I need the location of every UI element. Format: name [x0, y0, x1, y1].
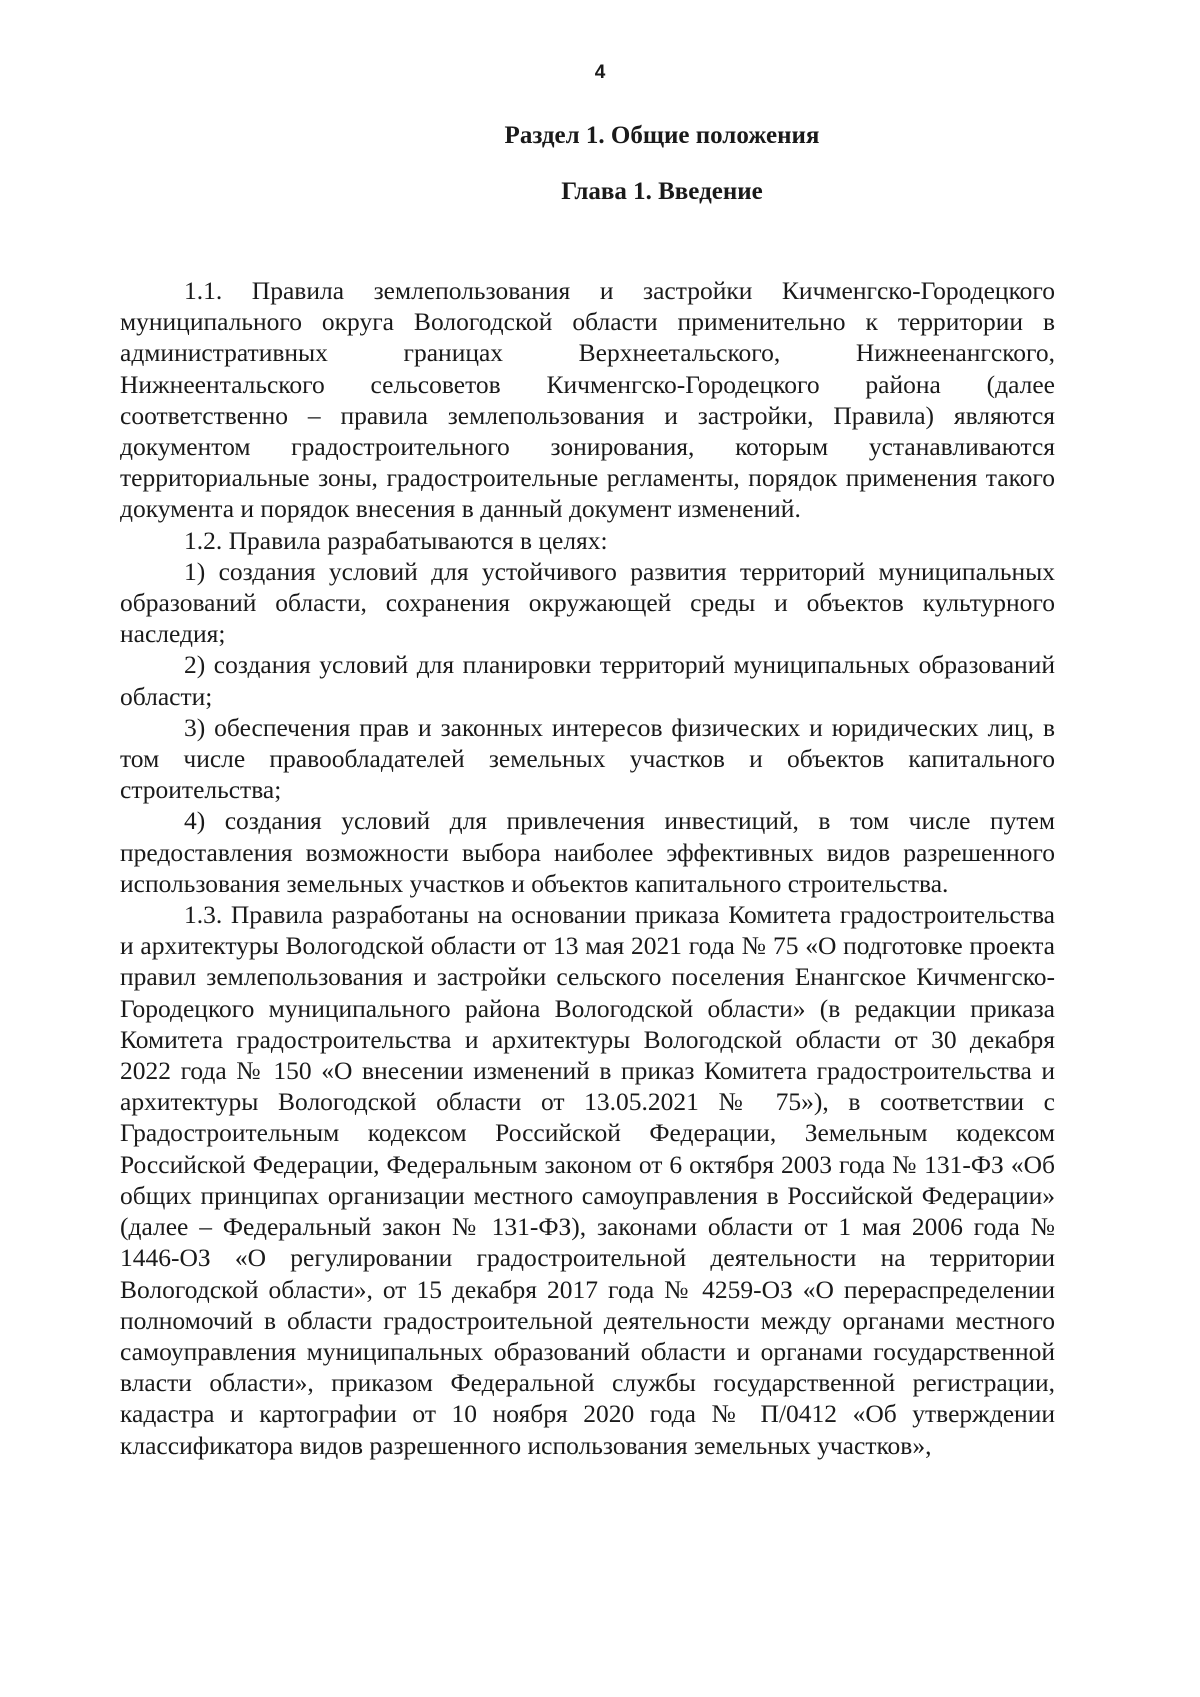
paragraph-1-2: 1.2. Правила разрабатываются в целях: — [184, 525, 608, 555]
body-text — [120, 275, 1055, 1461]
list-item-3: 3) обеспечения прав и законных интересов физических и юридических лиц, в том числе правообладателей земельных участков и объектов капитального строительства; — [120, 712, 1055, 805]
chapter-title: Глава 1. Введение — [561, 178, 763, 205]
paragraph-1-1: 1.1. Правила землепользования и застройки Кичменгско-Городецкого муниципального округа Вологодской области применительно к территории в административных границах Верхнеетальского, Нижнеенангского, Нижнеентальского сельсоветов Кичменгско-Городецкого района (далее соответственно – правила землепользования и застройки, Правила) являются документом градостроительного зонирования, которым устанавливаются территориальные зоны, градостроительные регламенты, порядок применения такого документа и порядок внесения в данный документ изменений. — [120, 276, 1055, 524]
list-item-4: 4) создания условий для привлечения инвестиций, в том числе путем предоставления возможности выбора наиболее эффективных видов разрешенного использования земельных участков и объектов капитального строительства. — [120, 806, 1055, 898]
list-item-1: 1) создания условий для устойчивого развития территорий муниципальных образований области, сохранения окружающей среды и объектов культурного наследия; — [120, 556, 1055, 649]
paragraph-1-3: 1.3. Правила разработаны на основании приказа Комитета градостроительства и архитектуры Вологодской области от 13 мая 2021 года № 75 «О подготовке проекта правил землепользования и застройки сельского поселения Енангское Кичменгско-Городецкого муниципального района Вологодской области» (в редакции приказа Комитета градостроительства и архитектуры Вологодской области от 30 декабря 2022 года № 150 «О внесении изменений в приказ Комитета градостроительства и архитектуры Вологодской области от 13.05.2021 № 75»), в соответствии с Градостроительным кодексом Российской Федерации, Земельным кодексом Российской Федерации, Федеральным законом от 6 октября 2003 года № 131-ФЗ «Об общих принципах организации местного самоуправления в Российской Федерации» (далее – Федеральный закон № 131-ФЗ), законами области от 1 мая 2006 года № 1446-ОЗ «О регулировании градостроительной деятельности на территории Вологодской области», от 15 декабря 2017 года № 4259-ОЗ «О перераспределении полномочий в области градостроительной деятельности между органами местного самоуправления муниципальных образований области и органами государственной власти области», приказом Федеральной службы государственной регистрации, кадастра и картографии от 10 ноября 2020 года № П/0412 «Об утверждении классификатора видов разрешенного использования земельных участков», — [120, 900, 1055, 1460]
page-number: 4 — [594, 62, 606, 83]
section-title: Раздел 1. Общие положения — [504, 122, 820, 149]
list-item-2: 2) создания условий для планировки территорий муниципальных образований области; — [120, 650, 1055, 711]
